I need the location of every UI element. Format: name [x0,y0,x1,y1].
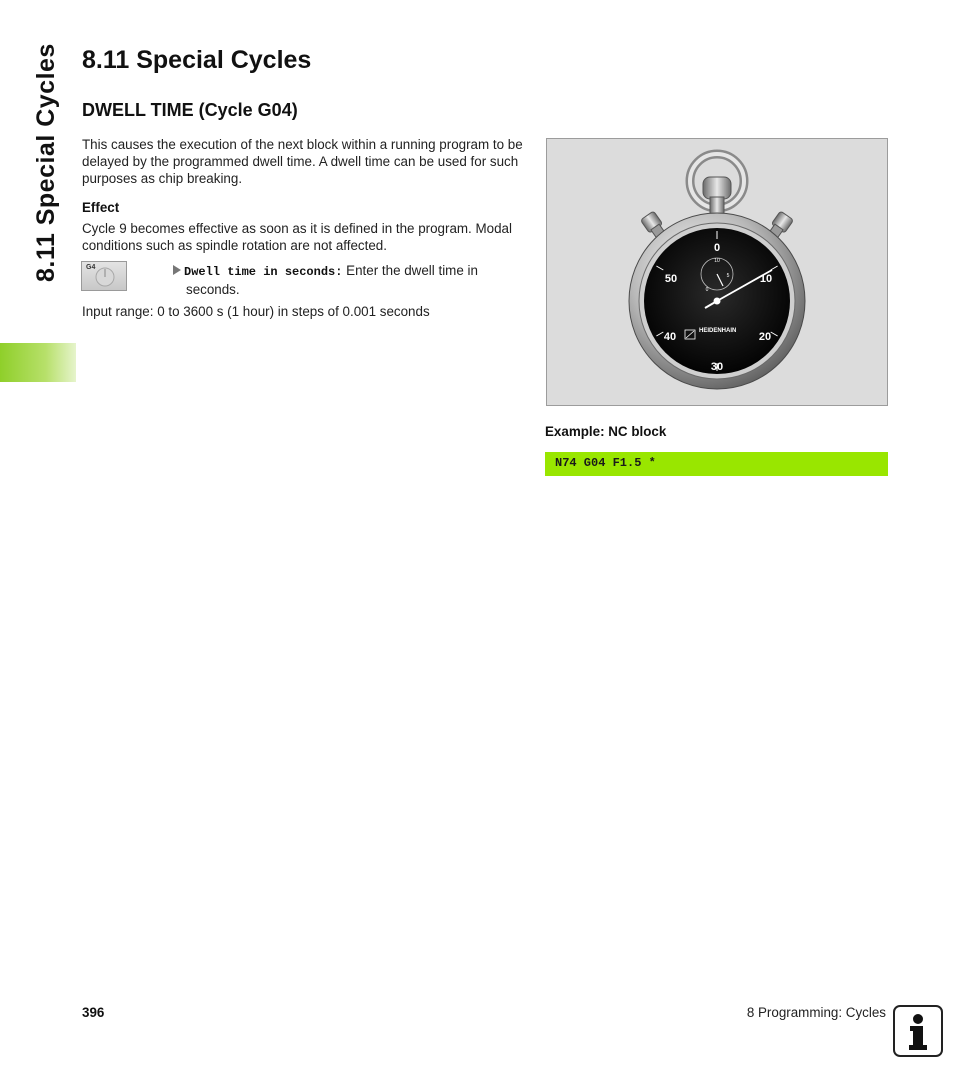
dial-label-40: 40 [663,331,677,343]
section-heading: DWELL TIME (Cycle G04) [82,100,298,120]
triangle-right-icon [173,265,181,275]
example-label: Example: NC block [545,424,667,439]
sub-dial-label-10: 10 [714,258,720,264]
sub-dial-label-0: 0 [705,287,709,293]
brand-label: HEIDENHAIN [699,328,737,334]
parameter-name: Dwell time in seconds: [184,265,343,279]
stopwatch-illustration [547,139,887,405]
stopwatch-figure [546,138,888,406]
effect-heading: Effect [82,200,120,215]
info-icon [893,1005,943,1057]
info-glyph [895,1007,941,1055]
dial-label-10: 10 [759,273,773,285]
dial-label-50: 50 [664,273,678,285]
nc-block-code: N74 G04 F1.5 * [555,456,656,470]
dwell-time-softkey[interactable] [81,261,127,291]
chapter-tab-marker [0,343,76,382]
side-chapter-title [28,0,68,290]
dial-label-0: 0 [713,242,721,254]
softkey-code: G4 [86,264,96,271]
dial-label-30: 30 [710,361,724,373]
nc-block-example [545,452,888,476]
intro-paragraph: This causes the execution of the next block within a running program to be delayed by the programmed dwell time. A dwell time can be used for such purposes as chip breaking. [82,137,523,186]
dial-label-20: 20 [758,331,772,343]
effect-paragraph: Cycle 9 becomes effective as soon as it is defined in the program. Modal conditions such as spindle rotation are not affected. [82,221,512,253]
stopwatch-icon [94,265,116,287]
input-range-text: Input range: 0 to 3600 s (1 hour) in steps of 0.001 seconds [82,304,430,319]
chapter-title: 8 Programming: Cycles [746,1005,886,1020]
page-heading: 8.11 Special Cycles [82,46,312,74]
side-chapter-title-text: 8.11 Special Cycles [32,43,60,282]
parameter-dwell-time [173,262,518,298]
parameter-description: Enter the dwell time in [346,263,478,278]
sub-dial-label-5: 5 [726,273,730,279]
page-number: 396 [82,1005,105,1020]
parameter-description-cont: seconds. [186,282,240,297]
